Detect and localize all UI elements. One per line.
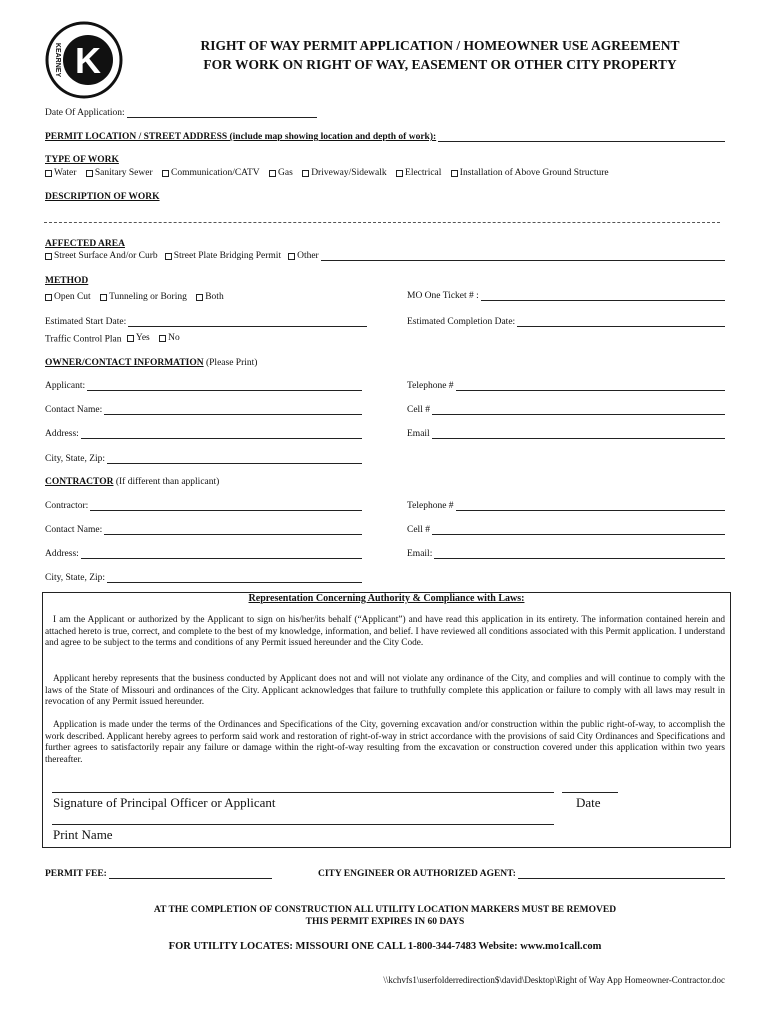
permit-location-label: PERMIT LOCATION / STREET ADDRESS (include map showing location and depth of work):	[45, 132, 437, 142]
utility-locates: FOR UTILITY LOCATES: MISSOURI ONE CALL 1-800-344-7483 Website: www.mo1call.com	[168, 941, 602, 952]
owner-email-field[interactable]	[432, 429, 725, 439]
start-date-label: Estimated Start Date:	[45, 317, 127, 327]
type-option-driveway[interactable]: Driveway/Sidewalk	[302, 168, 386, 178]
applicant-row	[45, 381, 362, 391]
permit-fee-field[interactable]	[109, 869, 272, 879]
representation-paragraph-2: Applicant hereby represents that the business conducted by Applicant does not and will not violate any ordinance of the City, and complies and will continue to comply with the laws of the State of Missouri and ordinances of the City. Applicant acknowledges that failure to truthfully complete this application or failure to comply with all laws may result in revocation of any Permit issued hereunder.	[45, 674, 725, 707]
owner-contact-row	[45, 405, 362, 415]
contractor-address-row	[45, 549, 362, 559]
city-engineer-field[interactable]	[518, 869, 725, 879]
checkbox[interactable]	[165, 253, 172, 260]
contractor-telephone-row	[407, 501, 725, 511]
owner-email-row	[407, 429, 725, 439]
contractor-city-label: City, State, Zip:	[45, 573, 106, 583]
owner-address-field[interactable]	[81, 429, 362, 439]
traffic-no[interactable]: No	[159, 333, 180, 343]
checkbox[interactable]	[162, 170, 169, 177]
type-option-above-ground[interactable]: Installation of Above Ground Structure	[451, 168, 609, 178]
contractor-cell-label: Cell #	[407, 525, 430, 535]
method-heading: METHOD	[45, 276, 89, 286]
owner-cell-row	[407, 405, 725, 415]
notice-expiration: THIS PERMIT EXPIRES IN 60 DAYS	[305, 917, 465, 927]
area-option-other[interactable]: Other	[288, 251, 319, 261]
traffic-control-row	[45, 333, 187, 345]
checkbox[interactable]	[396, 170, 403, 177]
print-name-line[interactable]	[52, 824, 554, 825]
owner-contact-label: Contact Name:	[45, 405, 103, 415]
contractor-label: Contractor:	[45, 501, 89, 511]
owner-heading-row	[45, 358, 257, 368]
mo-ticket-label: MO One Ticket # :	[407, 291, 479, 301]
date-of-application-field[interactable]	[127, 108, 317, 118]
owner-address-label: Address:	[45, 429, 79, 439]
owner-telephone-field[interactable]	[456, 381, 725, 391]
file-path: \\kchvfs1\userfolderredirection$\david\Desktop\Right of Way App Homeowner-Contractor.doc	[383, 975, 725, 985]
completion-date-field[interactable]	[517, 317, 725, 327]
affected-area-options	[45, 251, 725, 261]
mo-ticket-field[interactable]	[481, 291, 725, 301]
traffic-yes[interactable]: Yes	[127, 333, 150, 343]
svg-text:KEARNEY: KEARNEY	[54, 42, 61, 78]
checkbox[interactable]	[302, 170, 309, 177]
contractor-address-field[interactable]	[81, 549, 362, 559]
type-option-gas[interactable]: Gas	[269, 168, 293, 178]
owner-telephone-label: Telephone #	[407, 381, 454, 391]
contractor-contact-row	[45, 525, 362, 535]
type-option-water[interactable]: Water	[45, 168, 76, 178]
checkbox[interactable]	[45, 294, 52, 301]
representation-paragraph-3: Application is made under the terms of the Ordinances and Specifications of the City, governing excavation and/or construction within the public right-of-way, to accomplish the work described. Applicant hereby agrees to perform said work and restoration of right-of-way in strict accordance with the provisions of said City Ordinances and Specifications and further agrees to satisfactorily repair any failure or damage within the right-of-way resulting from the excavation or construction covered under this application within two years thereafter.	[45, 720, 725, 765]
owner-city-label: City, State, Zip:	[45, 454, 106, 464]
owner-note: (Please Print)	[205, 358, 258, 368]
checkbox[interactable]	[269, 170, 276, 177]
city-engineer-label: CITY ENGINEER OR AUTHORIZED AGENT:	[318, 869, 516, 879]
permit-fee-row	[45, 869, 272, 879]
signature-label: Signature of Principal Officer or Applicant	[53, 795, 276, 810]
area-option-street-surface[interactable]: Street Surface And/or Curb	[45, 251, 158, 261]
method-option-open-cut[interactable]: Open Cut	[45, 292, 91, 302]
completion-date-row	[407, 317, 725, 327]
type-option-electrical[interactable]: Electrical	[396, 168, 441, 178]
contractor-address-label: Address:	[45, 549, 79, 559]
start-date-field[interactable]	[128, 317, 367, 327]
signature-date-label: Date	[576, 795, 601, 810]
contractor-heading-row	[45, 477, 219, 487]
affected-area-heading: AFFECTED AREA	[45, 239, 125, 249]
checkbox[interactable]	[45, 170, 52, 177]
contractor-contact-field[interactable]	[104, 525, 362, 535]
owner-cell-label: Cell #	[407, 405, 430, 415]
area-option-street-plate[interactable]: Street Plate Bridging Permit	[165, 251, 281, 261]
owner-city-row	[45, 454, 362, 464]
method-options	[45, 292, 231, 304]
contractor-note: (If different than applicant)	[115, 477, 220, 487]
print-name-label: Print Name	[53, 827, 113, 842]
signature-date-line[interactable]	[562, 792, 618, 793]
type-option-communication[interactable]: Communication/CATV	[162, 168, 260, 178]
contractor-email-label: Email:	[407, 549, 433, 559]
type-option-sanitary-sewer[interactable]: Sanitary Sewer	[86, 168, 153, 178]
permit-fee-label: PERMIT FEE:	[45, 869, 107, 879]
owner-cell-field[interactable]	[432, 405, 725, 415]
owner-telephone-row	[407, 381, 725, 391]
form-title-line2: FOR WORK ON RIGHT OF WAY, EASEMENT OR OTHER CITY PROPERTY	[203, 57, 677, 72]
applicant-label: Applicant:	[45, 381, 86, 391]
contractor-city-row	[45, 573, 362, 583]
method-option-both[interactable]: Both	[196, 292, 223, 302]
owner-address-row	[45, 429, 362, 439]
checkbox[interactable]	[100, 294, 107, 301]
start-date-row	[45, 317, 367, 327]
date-of-application-row	[45, 108, 317, 118]
applicant-field[interactable]	[87, 381, 362, 391]
contractor-cell-field[interactable]	[432, 525, 725, 535]
permit-location-row	[45, 132, 725, 142]
method-option-tunneling[interactable]: Tunneling or Boring	[100, 292, 187, 302]
contractor-contact-label: Contact Name:	[45, 525, 103, 535]
mo-ticket-row	[407, 291, 725, 301]
signature-line[interactable]	[52, 792, 554, 793]
checkbox[interactable]	[127, 335, 134, 342]
description-heading: DESCRIPTION OF WORK	[45, 192, 160, 202]
checkbox[interactable]	[451, 170, 458, 177]
description-field[interactable]	[44, 222, 720, 223]
owner-email-label: Email	[407, 429, 430, 439]
contractor-email-field[interactable]	[434, 549, 725, 559]
svg-text:K: K	[75, 40, 101, 81]
contractor-cell-row	[407, 525, 725, 535]
checkbox[interactable]	[196, 294, 203, 301]
kearney-logo	[44, 20, 124, 100]
checkbox[interactable]	[159, 335, 166, 342]
checkbox[interactable]	[45, 253, 52, 260]
form-title-line1: RIGHT OF WAY PERMIT APPLICATION / HOMEOWNER USE AGREEMENT	[200, 38, 680, 53]
contractor-city-field[interactable]	[107, 573, 362, 583]
contractor-heading: CONTRACTOR	[45, 477, 114, 487]
contractor-row	[45, 501, 362, 511]
completion-date-label: Estimated Completion Date:	[407, 317, 516, 327]
owner-contact-field[interactable]	[104, 405, 362, 415]
notice-markers: AT THE COMPLETION OF CONSTRUCTION ALL UTILITY LOCATION MARKERS MUST BE REMOVED	[153, 905, 617, 915]
representation-heading: Representation Concerning Authority & Compliance with Laws:	[248, 593, 525, 604]
type-of-work-heading: TYPE OF WORK	[45, 155, 119, 165]
checkbox[interactable]	[288, 253, 295, 260]
type-of-work-options	[45, 168, 616, 180]
owner-heading: OWNER/CONTACT INFORMATION	[45, 358, 204, 368]
date-of-application-label: Date Of Application:	[45, 108, 125, 118]
contractor-telephone-label: Telephone #	[407, 501, 454, 511]
contractor-telephone-field[interactable]	[456, 501, 725, 511]
contractor-email-row	[407, 549, 725, 559]
traffic-control-label: Traffic Control Plan	[45, 334, 122, 345]
city-engineer-row	[318, 869, 725, 879]
permit-location-field[interactable]	[438, 132, 725, 142]
area-other-field[interactable]	[321, 251, 725, 261]
representation-paragraph-1: I am the Applicant or authorized by the Applicant to sign on his/her/its behalf (“Applicant”) and have read this application in its entirety. The information contained herein and attached hereto is true, correct, and complete to the best of my knowledge, information, and belief. I have reviewed all conditions associated with this Permit application. I understand and agree to be subject to the terms and conditions of any Permit issued hereunder and the City Code.	[45, 615, 725, 648]
owner-city-field[interactable]	[107, 454, 362, 464]
contractor-field[interactable]	[90, 501, 362, 511]
checkbox[interactable]	[86, 170, 93, 177]
